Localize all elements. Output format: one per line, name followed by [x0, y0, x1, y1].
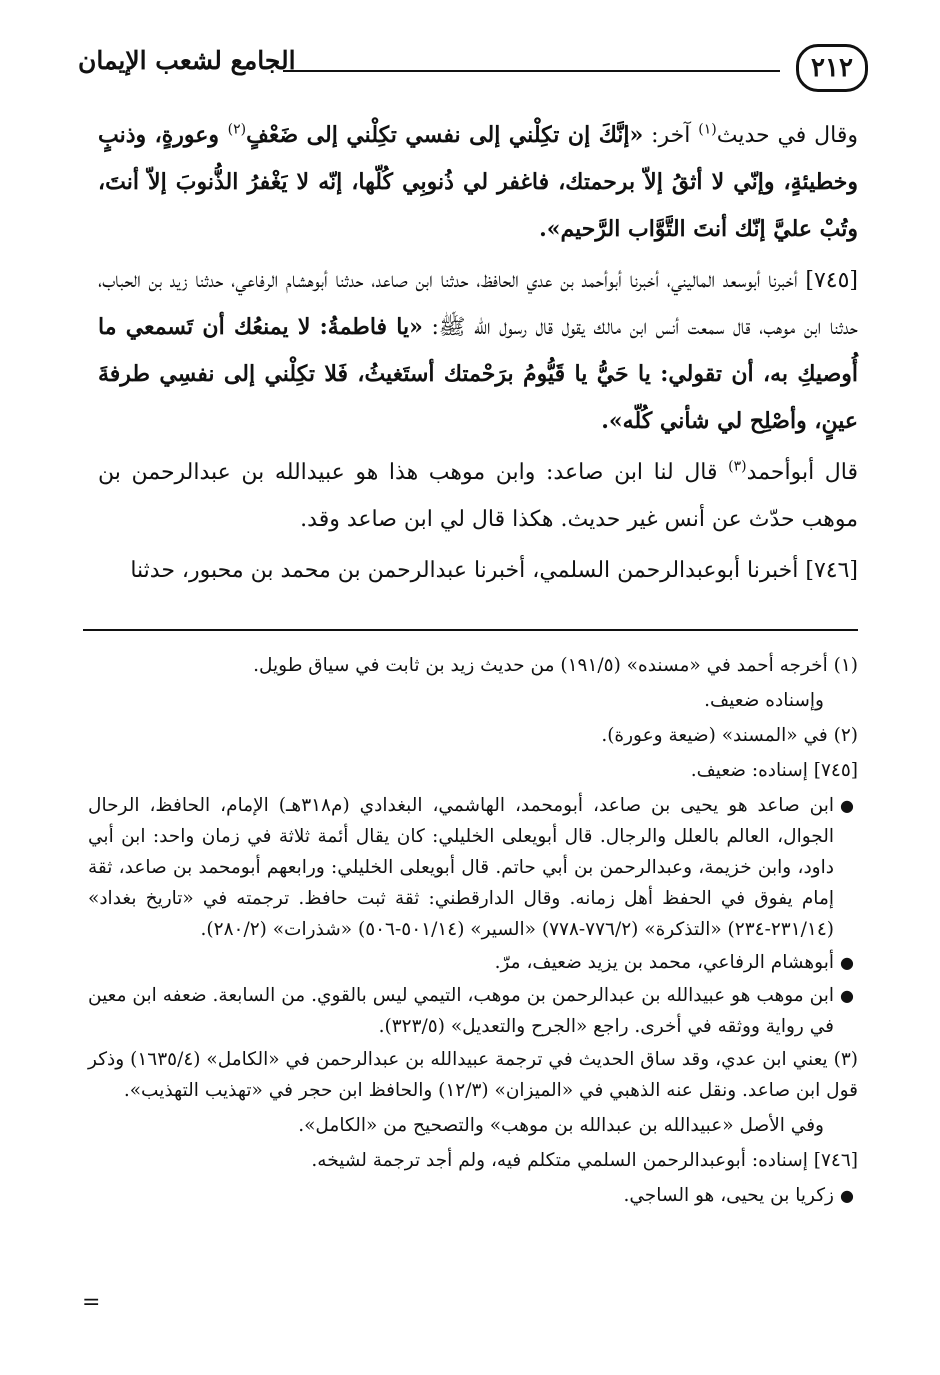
note-746-heading: [٧٤٦] إسناده: أبوعبدالرحمن السلمي متكلم فيه، ولم أجد ترجمة لشيخه. [311, 1150, 858, 1171]
narration-number: [٧٤٥] [805, 268, 858, 293]
note-746-list [88, 1180, 858, 1211]
paragraph-text: قال لنا ابن صاعد: وابن موهب هذا هو عبيدالله بن عبدالرحمن بن موهب حدّث عن أنس غير حديث. هكذا قال لي ابن صاعد وقد. [98, 460, 858, 532]
bullet-icon: ● [840, 953, 854, 972]
list-item [88, 980, 858, 1042]
page-number: ٢١٢ [796, 44, 868, 92]
list-item [88, 947, 858, 978]
running-title: الجامع لشعب الإيمان [78, 46, 296, 75]
paragraph-746 [98, 547, 858, 594]
main-text [98, 112, 858, 598]
footnote-ref: (١) [698, 121, 717, 138]
footnotes [88, 650, 858, 1213]
note-745-heading: [٧٤٥] إسناده: ضعيف. [690, 760, 858, 781]
footnote-ref: (٢) [227, 121, 247, 138]
hadith-text: «يا فاطمةُ: لا يمنعُك أن تَسمعي ما أُوصيكِ به، أن تقولي: يا حَيُّ يا قَيُّومُ برَحْمتك أستَغيثُ، فَلا تكِلْني إلى نفسِي طرفةَ عينٍ، وأصْلِح لي شأني كُلّه». [98, 314, 858, 434]
list-item-text: ابن موهب هو عبيدالله بن عبدالرحمن بن موهب، التيمي ليس بالقوي. من السابعة. ضعفه ابن معين في رواية ووثقه في أخرى. راجع «الجرح والتعديل» (٣٢٣/٥). [88, 985, 834, 1037]
list-item-text: أبوهشام الرفاعي، محمد بن يزيد ضعيف، مرّ. [494, 952, 834, 973]
narration-number: [٧٤٦] [805, 558, 858, 583]
paragraph-745 [98, 257, 858, 445]
bullet-icon: ● [840, 1186, 854, 1205]
footnote-1: (١) أخرجه أحمد في «مسنده» (١٩١/٥) من حديث زيد بن ثابت في سياق طويل. [253, 655, 858, 676]
paragraph-abu-ahmad [98, 449, 858, 543]
footnote-ref: (٣) [728, 458, 747, 475]
paragraph-hadith-intro [98, 112, 858, 253]
hadith-text: وعورةٍ، وذنبٍ وخطيئةٍ، وإنّي لا أثقُ إلاّ برحمتك، فاغفر لي ذُنوبِي كُلّها، إنّه لا يَغْفرُ الذُّنوبَ إلاّ أنتَ، وتُبْ عليَّ إنّك أنتَ التَّوَّاب الرَّحيم». [98, 122, 858, 242]
list-item [88, 790, 858, 945]
list-item [88, 1180, 858, 1211]
bullet-icon: ● [840, 986, 854, 1005]
page-header [78, 40, 858, 98]
list-item-text: زكريا بن يحيى، هو الساجي. [623, 1185, 834, 1206]
note-745-list [88, 790, 858, 1042]
isnad-text: أخبرنا أبوعبدالرحمن السلمي، أخبرنا عبدالرحمن بن محمد بن محبور، حدثنا [130, 558, 806, 583]
isnad-text: أخبرنا أبوسعد الماليني، أخبرنا أبوأحمد بن عدي الحافظ، حدثنا ابن صاعد، حدثنا أبوهشام الرفاعي، حدثنا زيد بن الحباب، حدثنا ابن موهب، قال سمعت أنس ابن مالك يقول قال رسول الله ﷺ: [98, 268, 858, 340]
paragraph-text: قال أبوأحمد [746, 460, 859, 485]
list-item-text: ابن صاعد هو يحيى بن صاعد، أبومحمد، الهاشمي، البغدادي (م٣١٨هـ) الإمام، الحافظ، الرحال الجوال، العالم بالعلل والرجال. قال أبويعلى الخليلي: كان يقال أئمة ثلاثة في زمان واحد: ابن أبي داود، وابن خزيمة، وعبدالرحمن بن أبي حاتم. قال أبويعلى الخليلي: ورابعهم أبومحمد بن صاعد، ثقة إمام يفوق في الحفظ أهل زمانه. وقال الدارقطني: ثقة ثبت حافظ. ترجمته في «تاريخ بغداد» (٢٣١/١٤-٢٣٤) «التذكرة» (٧٧٦/٢-٧٧٨) «السير» (٥٠١/١٤-٥٠٦) «شذرات» (٢٨٠/٢). [88, 795, 834, 940]
continuation-mark: = [82, 1290, 101, 1315]
footnote-2: (٢) في «المسند» (ضيعة وعورة). [601, 725, 858, 746]
header-rule [283, 70, 780, 72]
footnote-1-note: وإسناده ضعيف. [704, 690, 824, 711]
paragraph-text: وقال في حديث [716, 123, 859, 148]
footnote-separator [83, 629, 858, 631]
hadith-text: «إنَّكَ إن تكِلْني إلى نفسي تكِلْني إلى ضَعْفٍ [246, 122, 644, 148]
footnote-3-correction: وفي الأصل «عبيدالله بن عبدالله بن موهب» والتصحيح من «الكامل». [298, 1115, 824, 1136]
bullet-icon: ● [840, 796, 854, 815]
footnote-3: (٣) يعني ابن عدي، وقد ساق الحديث في ترجمة عبيدالله بن عبدالرحمن في «الكامل» (١٦٣٥/٤) وذكر قول ابن صاعد. ونقل عنه الذهبي في «الميزان» (١٢/٣) والحافظ ابن حجر في «تهذيب التهذيب». [88, 1049, 858, 1101]
paragraph-text: آخر: [643, 123, 699, 148]
